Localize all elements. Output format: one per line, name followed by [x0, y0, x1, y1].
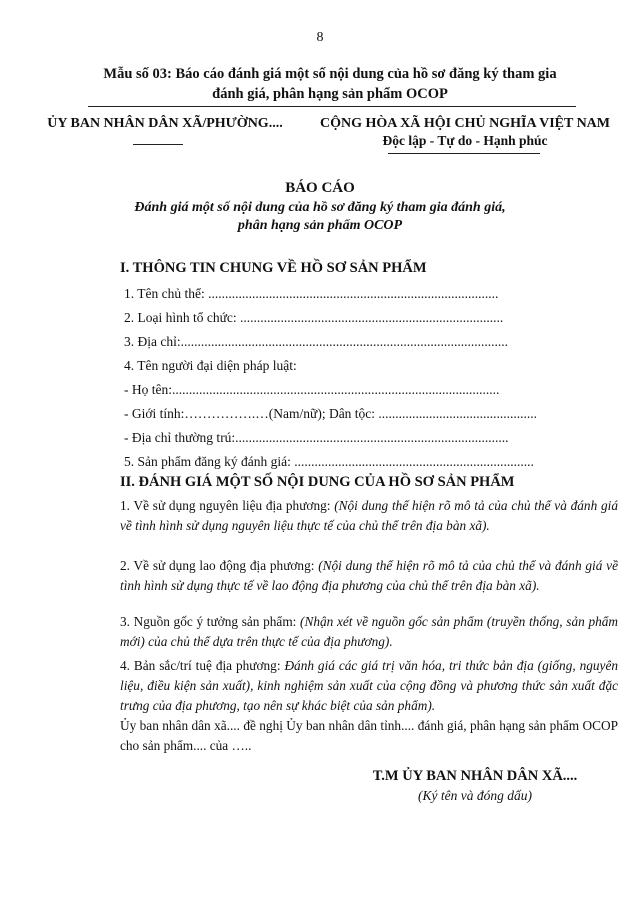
field-address: 3. Địa chỉ:................................................................................................. [124, 334, 508, 349]
motto-underline [388, 153, 540, 154]
report-subtitle-line1: Đánh giá một số nội dung của hồ sơ đăng ký tham gia đánh giá, [134, 200, 506, 215]
proposal-text: Ủy ban nhân dân xã.... đề nghị Ủy ban nhân dân tỉnh.... đánh giá, phân hạng sản phẩm OCOP cho sản phẩm.... của ….. [120, 718, 618, 753]
field-organization-type: 2. Loại hình tổ chức: .............................................................................. [124, 310, 504, 325]
proposal-paragraph [88, 716, 618, 756]
title-divider [88, 106, 576, 107]
field-registered-product: 5. Sản phẩm đăng ký đánh giá: ....................................................................... [124, 454, 534, 469]
national-motto: Độc lập - Tự do - Hạnh phúc [382, 133, 548, 148]
signature-note: (Ký tên và đóng dấu) [418, 788, 532, 803]
report-subtitle [60, 199, 580, 235]
report-title: BÁO CÁO [285, 180, 355, 196]
signature-title: T.M ỦY BAN NHÂN DÂN XÃ.... [372, 768, 578, 784]
issuer-name: ỦY BAN NHÂN DÂN XÃ/PHƯỜNG.... [47, 116, 283, 131]
assessment-item-1 [88, 496, 618, 536]
report-subtitle-line2: phân hạng sản phẩm OCOP [237, 218, 403, 233]
issuer-underline [133, 144, 183, 145]
page-number: 8 [316, 30, 324, 45]
assessment-item-3 [88, 612, 618, 652]
assessment-item-2 [88, 556, 618, 596]
assessment-item-2-label: 2. Về sử dụng lao động địa phương: [120, 558, 319, 573]
assessment-item-1-label: 1. Về sử dụng nguyên liệu địa phương: [120, 498, 335, 513]
section2-heading: II. ĐÁNH GIÁ MỘT SỐ NỘI DUNG CỦA HỒ SƠ SẢN PHẨM [120, 474, 515, 490]
assessment-item-3-text: (Nhận xét về nguồn gốc sản phẩm (truyền thống, sản phẩm mới) của chủ thể dựa trên thực tế của địa phương). [120, 614, 618, 649]
section1-heading: I. THÔNG TIN CHUNG VỀ HỒ SƠ SẢN PHẨM [120, 260, 427, 276]
form-title-line1: Mẫu số 03: Báo cáo đánh giá một số nội dung của hồ sơ đăng ký tham gia [103, 66, 557, 82]
field-owner-name: 1. Tên chủ thể: ...................................................................................... [124, 286, 499, 301]
form-title-line2: đánh giá, phân hạng sản phẩm OCOP [212, 86, 448, 102]
form-title [60, 64, 600, 104]
assessment-item-2-text: (Nội dung thể hiện rõ mô tả của chủ thể và đánh giá về tình hình sử dụng thực tế về lao động địa phương của chủ thể trên địa bàn xã). [120, 558, 618, 593]
assessment-item-3-label: 3. Nguồn gốc ý tưởng sản phẩm: [120, 614, 301, 629]
field-full-name: - Họ tên:................................................................................................. [124, 382, 500, 397]
field-permanent-address: - Địa chỉ thường trú:................................................................................. [124, 430, 509, 445]
assessment-item-4 [88, 656, 618, 716]
assessment-item-4-label: 4. Bản sắc/trí tuệ địa phương: [120, 658, 285, 673]
national-title: CỘNG HÒA XÃ HỘI CHỦ NGHĨA VIỆT NAM [319, 116, 610, 131]
assessment-item-1-text: (Nội dung thể hiện rõ mô tả của chủ thể và đánh giá về tình hình sử dụng nguyên liệu thực tế của chủ thể trên địa bàn xã). [120, 498, 618, 533]
field-gender-ethnicity: - Giới tính:…………….…(Nam/nữ); Dân tộc: ............................................... [124, 406, 538, 421]
assessment-item-4-text: Đánh giá các giá trị văn hóa, tri thức bản địa (giống, nguyên liệu, điều kiện sản xuất), kinh nghiệm sản xuất của cộng đồng và phương thức sản xuất đặc trưng của địa phương, tạo nên sự khác biệt của sản phẩm). [120, 658, 618, 713]
field-legal-representative: 4. Tên người đại diện pháp luật: [124, 358, 297, 373]
